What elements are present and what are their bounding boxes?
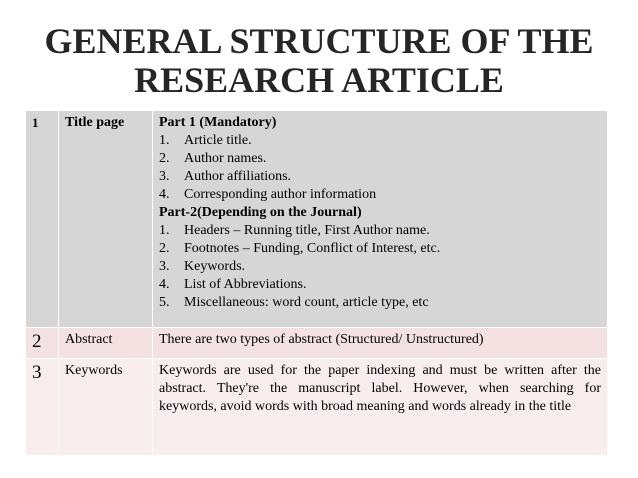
structure-table <box>25 110 608 456</box>
list-item: 2. Author names. <box>159 151 267 166</box>
part-1-list <box>159 132 601 204</box>
list-item: 2. Footnotes – Funding, Conflict of Interest, etc. <box>159 241 441 256</box>
row-number: 3 <box>26 359 59 456</box>
part-2-list <box>159 222 601 312</box>
row-label: Keywords <box>59 359 153 456</box>
list-item: 3. Keywords. <box>159 259 246 274</box>
row-content: Keywords are used for the paper indexing and must be written after the abstract. They're the manuscript label. However, when searching for keywords, avoid words with broad meaning and words already in the title <box>153 359 608 456</box>
part-1-heading: Part 1 (Mandatory) <box>159 115 277 130</box>
row-label: Title page <box>59 111 153 328</box>
table-row-title-page <box>26 111 608 328</box>
page-title-line-1: GENERAL STRUCTURE OF THE <box>44 21 594 61</box>
table-row-abstract <box>26 328 608 359</box>
list-item: 1. Headers – Running title, First Author name. <box>159 223 430 238</box>
part-2-heading: Part-2(Depending on the Journal) <box>159 205 362 220</box>
page-title <box>0 22 638 100</box>
list-item: 4. Corresponding author information <box>159 187 377 202</box>
row-number: 2 <box>26 328 59 359</box>
row-content <box>153 111 608 328</box>
list-item: 3. Author affiliations. <box>159 169 292 184</box>
list-item: 1. Article title. <box>159 133 252 148</box>
row-number: 1 <box>26 111 59 328</box>
list-item: 5. Miscellaneous: word count, article type, etc <box>159 295 429 310</box>
table-row-keywords <box>26 359 608 456</box>
row-label: Abstract <box>59 328 153 359</box>
page-title-line-2: RESEARCH ARTICLE <box>134 60 504 100</box>
list-item: 4. List of Abbreviations. <box>159 277 307 292</box>
row-content: There are two types of abstract (Structured/ Unstructured) <box>153 328 608 359</box>
